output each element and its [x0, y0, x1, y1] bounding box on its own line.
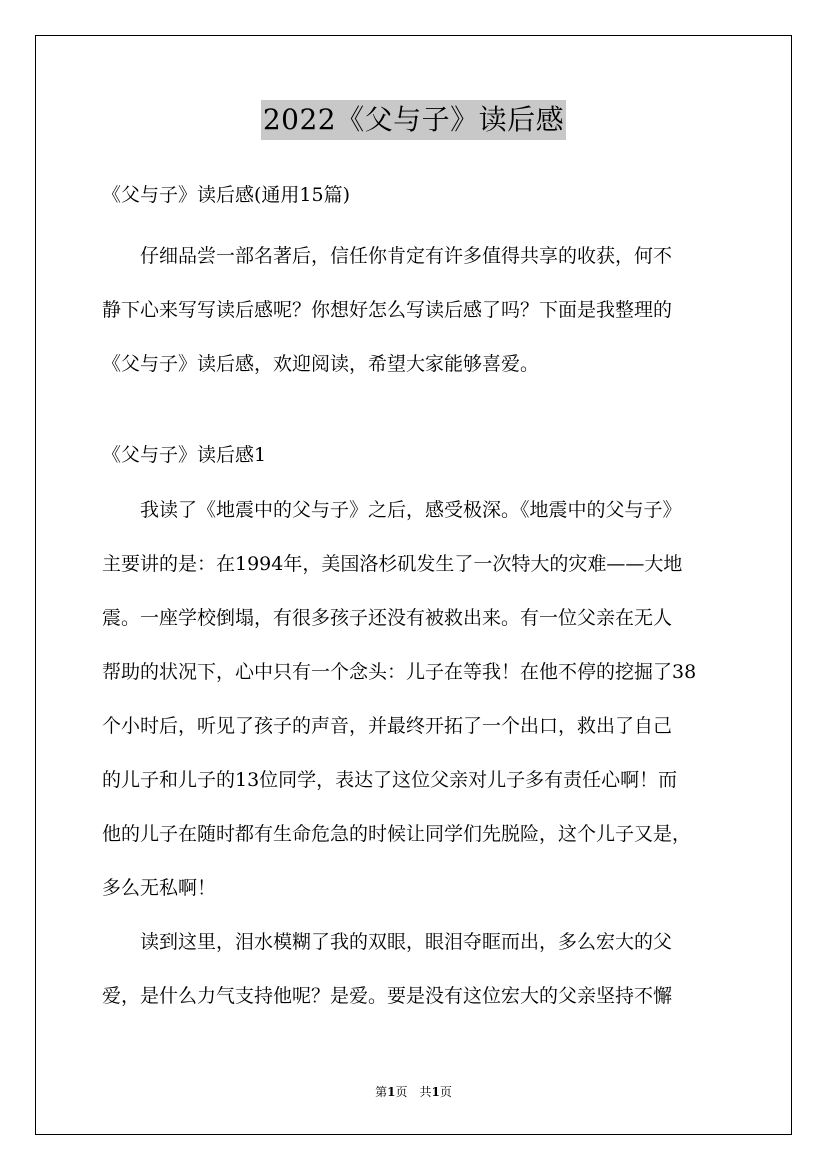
paragraph-line: 爱，是什么力气支持他呢？是爱。要是没有这位宏大的父亲坚持不懈	[102, 985, 673, 1007]
paragraph-line: 个小时后，听见了孩子的声音，并最终开拓了一个出口，救出了自己	[102, 715, 673, 737]
intro-line: 静下心来写写读后感呢？你想好怎么写读后感了吗？下面是我整理的	[102, 299, 673, 321]
paragraph-line: 他的儿子在随时都有生命危急的时候让同学们先脱险，这个儿子又是，	[102, 823, 692, 845]
document-title: 2022《父与子》读后感	[261, 100, 566, 140]
paragraph-line: 我读了《地震中的父与子》之后，感受极深。《地震中的父与子》	[140, 499, 682, 521]
paragraph-line: 的儿子和儿子的13位同学，表达了这位父亲对儿子多有责任心啊！而	[102, 769, 678, 791]
footer-suffix: 页	[439, 1085, 452, 1099]
paragraph-line: 多么无私啊！	[102, 877, 217, 899]
footer-page-total: 1	[431, 1085, 440, 1099]
paragraph-line: 震。一座学校倒塌，有很多孩子还没有被救出来。有一位父亲在无人	[102, 607, 673, 629]
document-subtitle: 《父与子》读后感(通用15篇)	[102, 184, 351, 206]
intro-line: 仔细品尝一部名著后，信任你肯定有许多值得共享的收获，何不	[140, 245, 673, 267]
page-footer	[0, 1084, 827, 1100]
intro-line: 《父与子》读后感，欢迎阅读，希望大家能够喜爱。	[102, 353, 540, 375]
paragraph-line: 主要讲的是：在1994年，美国洛杉矶发生了一次特大的灾难——大地	[102, 553, 683, 575]
footer-page-number: 1	[387, 1085, 396, 1099]
paragraph-line: 读到这里，泪水模糊了我的双眼，眼泪夺眶而出，多么宏大的父	[140, 931, 673, 953]
footer-prefix: 第	[375, 1085, 388, 1099]
section-heading: 《父与子》读后感1	[102, 444, 267, 466]
document-body	[102, 175, 742, 1023]
footer-mid: 页 共	[395, 1085, 432, 1099]
title-container	[0, 100, 827, 140]
paragraph-line: 帮助的状况下，心中只有一个念头：儿子在等我！在他不停的挖掘了38	[102, 661, 697, 683]
